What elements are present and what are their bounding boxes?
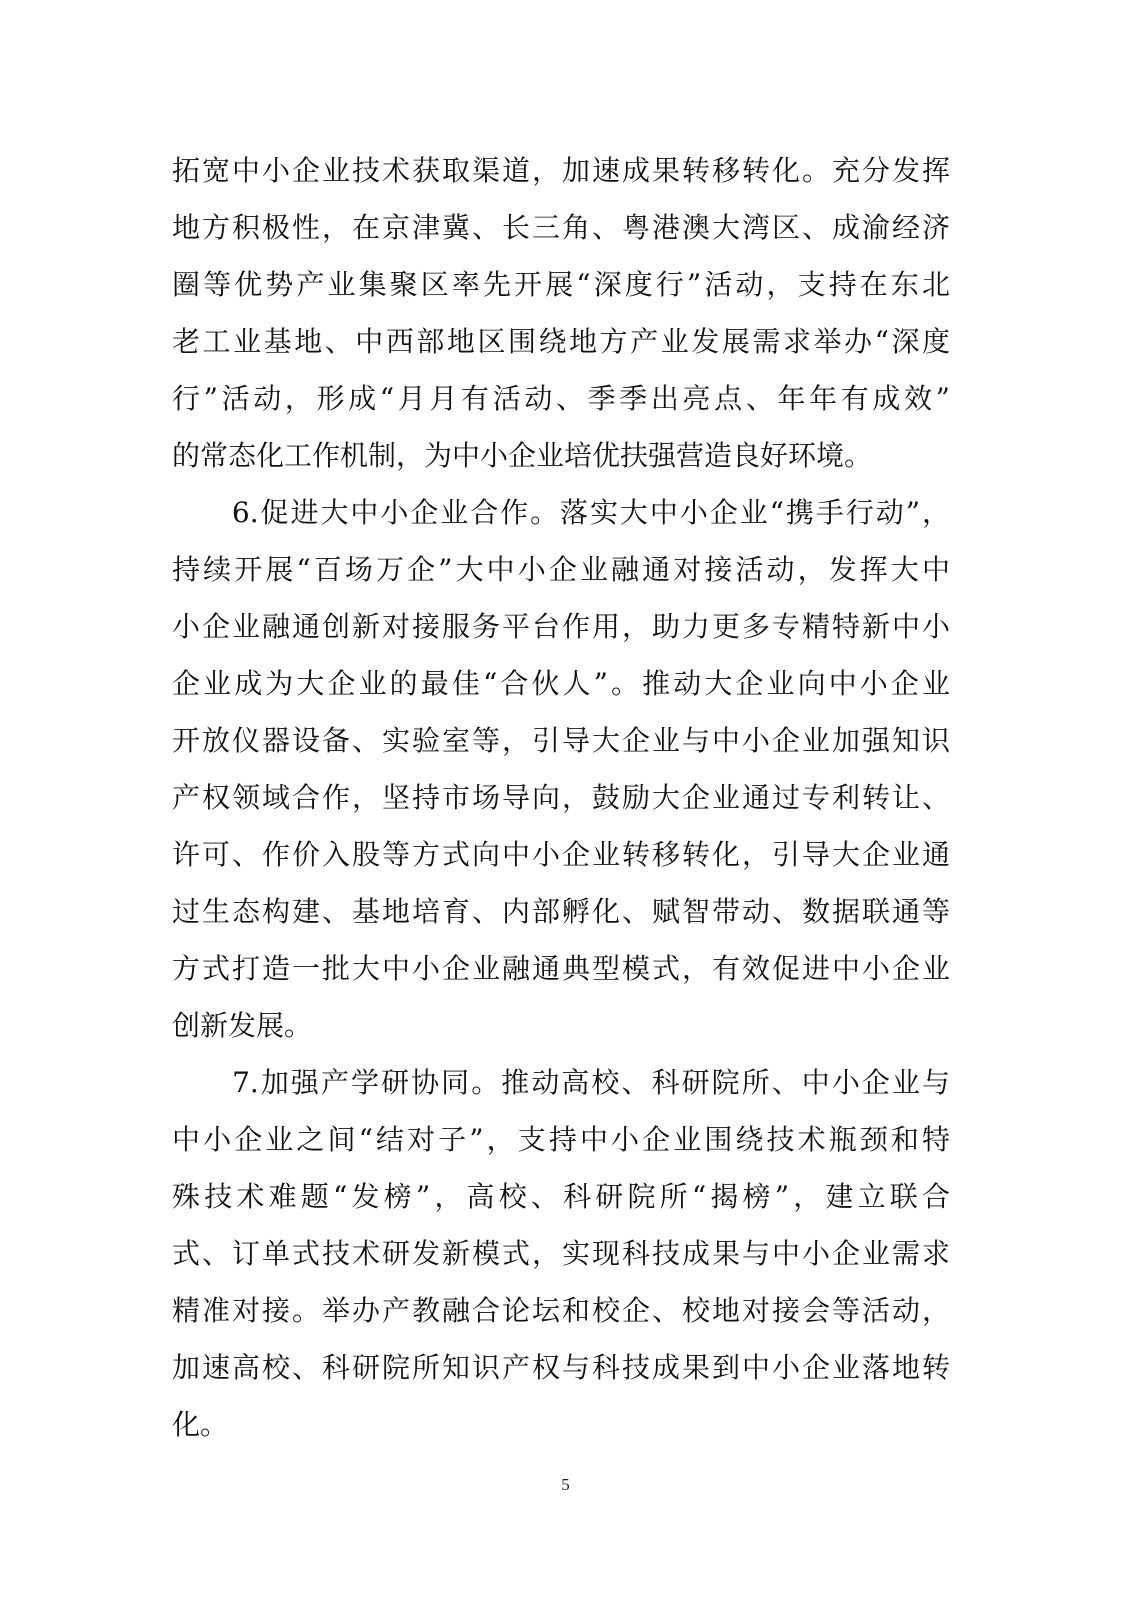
text-line: 圈等优势产业集聚区率先开展“深度行”活动，支持在东北 (172, 268, 950, 301)
text-line: 地方积极性，在京津冀、长三角、粤港澳大湾区、成渝经济 (172, 211, 950, 244)
text-line: 老工业基地、中西部地区围绕地方产业发展需求举办“深度 (172, 325, 950, 358)
text-line: 开放仪器设备、实验室等，引导大企业与中小企业加强知识 (172, 724, 950, 757)
text-line: 创新发展。 (172, 1009, 313, 1042)
text-line: 企业成为大企业的最佳“合伙人”。推动大企业向中小企业 (172, 667, 950, 700)
text-line: 精准对接。举办产教融合论坛和校企、校地对接会等活动， (172, 1294, 950, 1327)
body-text (172, 142, 950, 1453)
text-line: 持续开展“百场万企”大中小企业融通对接活动，发挥大中 (172, 553, 950, 586)
text-line: 行”活动，形成“月月有活动、季季出亮点、年年有成效” (172, 382, 950, 415)
text-line: 过生态构建、基地培育、内部孵化、赋智带动、数据联通等 (172, 895, 950, 928)
section-6-heading-line: 6.促进大中小企业合作。落实大中小企业“携手行动”， (172, 496, 950, 529)
text-line: 式、订单式技术研发新模式，实现科技成果与中小企业需求 (172, 1237, 950, 1270)
text-line: 加速高校、科研院所知识产权与科技成果到中小企业落地转 (172, 1351, 950, 1384)
text-line: 小企业融通创新对接服务平台作用，助力更多专精特新中小 (172, 610, 950, 643)
text-line: 产权领域合作，坚持市场导向，鼓励大企业通过专利转让、 (172, 781, 950, 814)
text-line: 拓宽中小企业技术获取渠道，加速成果转移转化。充分发挥 (172, 154, 950, 187)
text-line: 中小企业之间“结对子”，支持中小企业围绕技术瓶颈和特 (172, 1123, 950, 1156)
section-7-heading-line: 7.加强产学研协同。推动高校、科研院所、中小企业与 (172, 1066, 950, 1099)
page-number: 5 (561, 1475, 570, 1494)
text-line: 许可、作价入股等方式向中小企业转移转化，引导大企业通 (172, 838, 950, 871)
text-line: 的常态化工作机制，为中小企业培优扶强营造良好环境。 (172, 439, 873, 472)
text-line: 化。 (172, 1408, 229, 1441)
text-line: 殊技术难题“发榜”，高校、科研院所“揭榜”，建立联合 (172, 1180, 950, 1213)
text-line: 方式打造一批大中小企业融通典型模式，有效促进中小企业 (172, 952, 950, 985)
